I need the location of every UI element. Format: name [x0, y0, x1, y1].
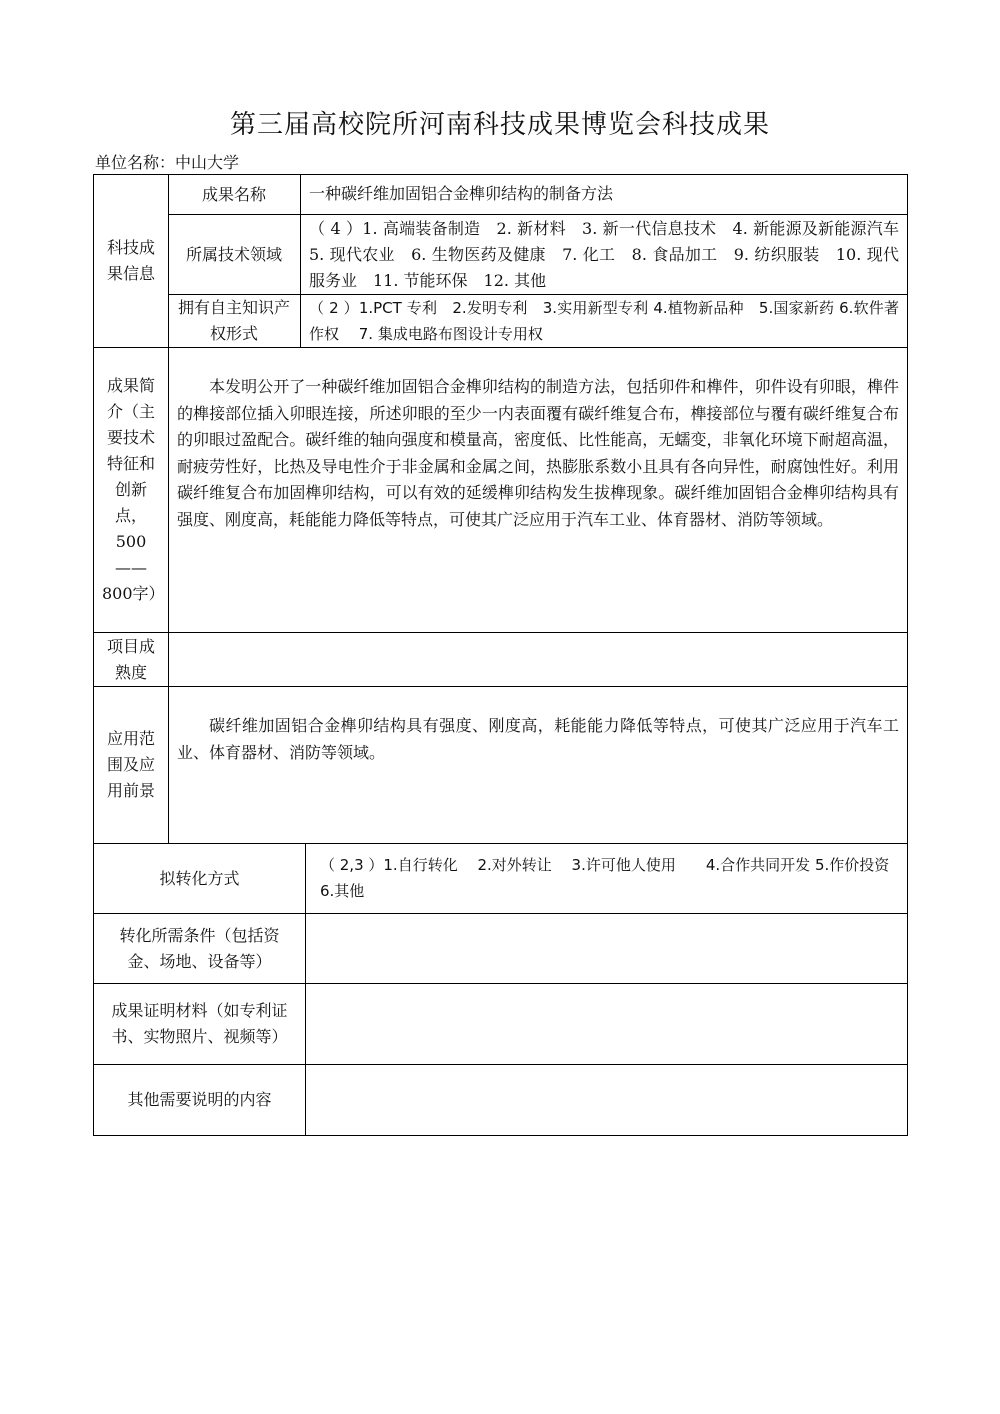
tech-field-cell [301, 215, 916, 294]
result-name-cell [301, 175, 907, 214]
application-label-cell [94, 687, 168, 843]
intro-label-cell [94, 348, 168, 632]
tech-field-label: 所属技术领域 [185, 244, 282, 264]
result-name-label-cell [168, 175, 300, 214]
conditions-label: 转化所需条件（包括资金、场地、设备等） [119, 925, 280, 971]
conditions-cell [306, 914, 907, 983]
transfer-value: （ 2,3 ）1.自行转化 2.对外转让 3.许可他人使用 4.合作共同开发 5.作价投资 6.其他 [320, 856, 910, 900]
maturity-label-cell [94, 633, 168, 686]
result-table [93, 174, 916, 1136]
conditions-label-cell [94, 914, 305, 983]
intro-cell [169, 348, 907, 632]
intro-label: 成果简介（主要技术特征和创新点，500——800字） [102, 376, 165, 603]
ip-label: 拥有自主知识产权形式 [178, 298, 291, 343]
unit-name: 单位名称：中山大学 [95, 153, 240, 172]
application-text: 碳纤维加固铝合金榫卯结构具有强度、刚度高，耗能能力降低等特点，可使其广泛应用于汽车工业、体育器材、消防等领域。 [177, 716, 899, 762]
result-name-label: 成果名称 [201, 184, 266, 204]
application-label: 应用范围及应用前景 [106, 729, 155, 800]
ip-label-cell [168, 295, 300, 347]
other-label: 其他需要说明的内容 [127, 1090, 272, 1109]
ip-cell [301, 295, 907, 347]
maturity-label: 项目成熟度 [106, 636, 155, 682]
tech-field-value: （ 4 ）1. 高端装备制造 2. 新材料 3. 新一代信息技术 4. 新能源及新能源汽车 5. 现代农业 6. 生物医药及健康 7. 化工 8. 食品加工 9. 纺织服装 10. 现代服务业 11. 节能环保 12. 其他 [309, 219, 916, 290]
transfer-label: 拟转化方式 [159, 868, 240, 888]
transfer-label-cell [94, 844, 305, 913]
document-title: 第三届高校院所河南科技成果博览会科技成果 [229, 110, 770, 140]
tech-field-label-cell [168, 215, 300, 294]
info-group-label-text: 科技成果信息 [106, 238, 155, 283]
intro-text: 本发明公开了一种碳纤维加固铝合金榫卯结构的制造方法，包括卯件和榫件，卯件设有卯眼，榫件的榫接部位插入卯眼连接，所述卯眼的至少一内表面覆有碳纤维复合布，榫接部位与覆有碳纤维复合布的卯眼过盈配合。碳纤维的轴向强度和模量高，密度低、比性能高，无蠕变，非氧化环境下耐超高温，耐疲劳性好，比热及导电性介于非金属和金属之间，热膨胀系数小且具有各向异性，耐腐蚀性好。利用碳纤维复合布加固榫卯结构，可以有效的延缓榫卯结构发生拔榫现象。碳纤维加固铝合金榫卯结构具有强度、刚度高，耗能能力降低等特点，可使其广泛应用于汽车工业、体育器材、消防等领域。 [177, 377, 899, 529]
application-cell [169, 687, 907, 843]
result-name-value: 一种碳纤维加固铝合金榫卯结构的制备方法 [309, 184, 614, 203]
maturity-cell [169, 633, 907, 686]
other-label-cell [94, 1065, 305, 1135]
proof-label-cell [94, 984, 305, 1064]
other-cell [306, 1065, 907, 1135]
proof-cell [306, 984, 907, 1064]
proof-label: 成果证明材料（如专利证书、实物照片、视频等） [111, 1001, 288, 1046]
info-group-label [94, 175, 168, 347]
ip-value: （ 2 ）1.PCT 专利 2.发明专利 3.实用新型专利 4.植物新品种 5.国家新药 6.软件著作权 7. 集成电路布图设计专用权 [309, 299, 899, 343]
transfer-cell [306, 844, 910, 913]
